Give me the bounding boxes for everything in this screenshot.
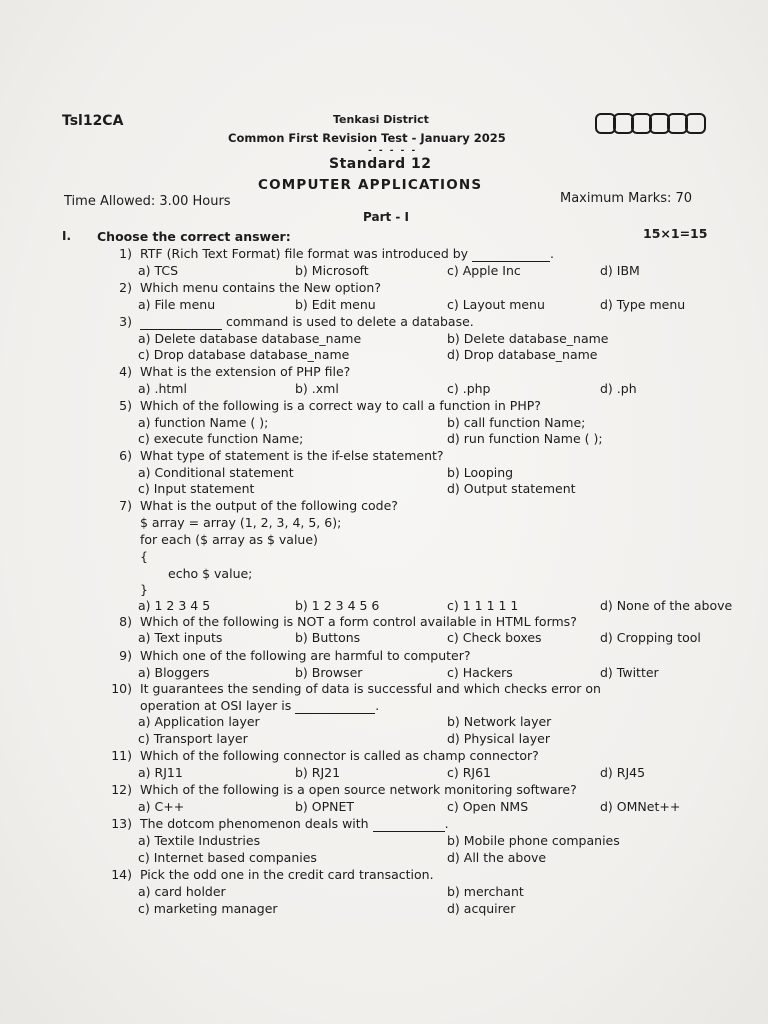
answer-option: a) Text inputs (138, 630, 223, 645)
question-text-span: Which of the following is NOT a form control available in HTML forms? (140, 614, 577, 629)
question-text-span: Which one of the following are harmful to computer? (140, 648, 471, 663)
answer-option: d) Twitter (600, 665, 659, 680)
answer-option: d) Drop database_name (447, 347, 598, 362)
answer-option: d) Output statement (447, 481, 576, 496)
answer-option: c) .php (447, 381, 491, 396)
question-text-span: Pick the odd one in the credit card transaction. (140, 867, 434, 882)
answer-blank (295, 698, 375, 714)
answer-option: d) OMNet++ (600, 799, 681, 814)
answer-option: d) Physical layer (447, 731, 550, 746)
answer-option: b) merchant (447, 884, 524, 899)
answer-option: b) Microsoft (295, 263, 369, 278)
question-text-span: operation at OSI layer is (140, 698, 296, 713)
answer-option: b) Browser (295, 665, 363, 680)
question-number: 7) (119, 498, 132, 513)
question-number: 11) (111, 748, 132, 763)
section-number: I. (62, 229, 72, 243)
question-text-span: Which of the following is a correct way to call a function in PHP? (140, 398, 541, 413)
code-line: } (140, 582, 148, 597)
answer-option: d) All the above (447, 850, 547, 865)
time-allowed: Time Allowed: 3.00 Hours (64, 194, 231, 209)
answer-option: d) acquirer (447, 901, 516, 916)
test-title: Common First Revision Test - January 2025 (228, 131, 506, 145)
answer-option: a) C++ (138, 799, 185, 814)
question-text-span: What is the extension of PHP file? (140, 364, 351, 379)
register-number-boxes (595, 113, 703, 134)
question-text (140, 816, 449, 832)
answer-option: c) Layout menu (447, 297, 545, 312)
answer-option: b) OPNET (295, 799, 355, 814)
answer-option: c) Hackers (447, 665, 513, 680)
answer-option: a) TCS (138, 263, 179, 278)
question-text-span: command is used to delete a database. (222, 314, 474, 329)
question-text (140, 748, 539, 763)
question-text (140, 681, 601, 696)
answer-option: a) Application layer (138, 714, 260, 729)
answer-option: d) Cropping tool (600, 630, 701, 645)
question-number: 6) (119, 448, 132, 463)
code-line: $ array = array (1, 2, 3, 4, 5, 6); (140, 515, 342, 530)
question-text-span: Which of the following is a open source network monitoring software? (140, 782, 577, 797)
question-number: 1) (119, 246, 132, 261)
question-number: 3) (119, 314, 132, 329)
title-divider: - - - - - (368, 146, 418, 156)
question-text (140, 246, 554, 262)
answer-option: a) Conditional statement (138, 465, 294, 480)
answer-option: b) Buttons (295, 630, 361, 645)
answer-option: d) Type menu (600, 297, 686, 312)
answer-option: b) Looping (447, 465, 514, 480)
answer-option: c) Open NMS (447, 799, 529, 814)
section-instruction: Choose the correct answer: (97, 229, 291, 244)
answer-option: a) Bloggers (138, 665, 210, 680)
question-number: 10) (111, 681, 132, 696)
question-text-span: The dotcom phenomenon deals with (140, 816, 369, 831)
subject-title: COMPUTER APPLICATIONS (258, 177, 483, 193)
question-suffix: . (550, 246, 555, 261)
answer-option: b) call function Name; (447, 415, 586, 430)
question-number: 12) (111, 782, 132, 797)
code-line: for each ($ array as $ value) (140, 532, 318, 547)
maximum-marks: Maximum Marks: 70 (560, 191, 693, 206)
answer-option: c) Apple Inc (447, 263, 521, 278)
question-text-span: It guarantees the sending of data is successful and which checks error on (140, 681, 601, 696)
question-text-span: RTF (Rich Text Format) file format was introduced by (140, 246, 469, 261)
question-suffix: . (375, 698, 380, 713)
question-text (140, 614, 577, 629)
answer-option: c) Drop database database_name (138, 347, 350, 362)
answer-option: c) 1 1 1 1 1 (447, 598, 519, 613)
question-text-span: Which menu contains the New option? (140, 280, 381, 295)
question-text-span: What is the output of the following code? (140, 498, 398, 513)
answer-blank (140, 314, 222, 330)
answer-option: c) Internet based companies (138, 850, 317, 865)
answer-option: b) .xml (295, 381, 339, 396)
question-text (140, 648, 471, 663)
answer-option: b) Edit menu (295, 297, 376, 312)
answer-option: d) IBM (600, 263, 640, 278)
question-number: 14) (111, 867, 132, 882)
answer-option: d) .ph (600, 381, 637, 396)
question-text (140, 867, 434, 882)
question-number: 9) (119, 648, 132, 663)
answer-option: b) Delete database_name (447, 331, 609, 346)
question-text (140, 398, 541, 413)
answer-option: b) Network layer (447, 714, 552, 729)
answer-option: a) File menu (138, 297, 216, 312)
answer-option: c) Transport layer (138, 731, 248, 746)
question-suffix: . (444, 816, 449, 831)
answer-option: c) marketing manager (138, 901, 278, 916)
question-text-span: Which of the following connector is called as champ connector? (140, 748, 539, 763)
question-text-line2 (140, 698, 379, 714)
answer-option: c) Check boxes (447, 630, 542, 645)
answer-option: c) RJ61 (447, 765, 492, 780)
question-text-span: What type of statement is the if-else statement? (140, 448, 444, 463)
register-box (685, 113, 706, 134)
answer-option: a) Textile Industries (138, 833, 261, 848)
part-heading: Part - I (363, 210, 410, 224)
answer-option: a) function Name ( ); (138, 415, 269, 430)
code-line: echo $ value; (168, 566, 253, 581)
question-text (140, 314, 474, 330)
question-number: 13) (111, 816, 132, 831)
answer-option: c) Input statement (138, 481, 255, 496)
answer-option: a) card holder (138, 884, 226, 899)
district-name: Tenkasi District (333, 113, 429, 126)
answer-option: b) Mobile phone companies (447, 833, 620, 848)
answer-option: b) RJ21 (295, 765, 341, 780)
answer-blank (373, 816, 445, 832)
answer-option: d) None of the above (600, 598, 733, 613)
code-line: { (140, 549, 148, 564)
answer-option: a) 1 2 3 4 5 (138, 598, 211, 613)
answer-option: a) .html (138, 381, 187, 396)
paper-code: Tsl12CA (62, 113, 124, 129)
answer-option: d) RJ45 (600, 765, 646, 780)
answer-option: a) Delete database database_name (138, 331, 362, 346)
section-score: 15×1=15 (643, 226, 708, 241)
question-text (140, 364, 350, 379)
question-number: 2) (119, 280, 132, 295)
answer-blank (472, 246, 550, 262)
question-text (140, 448, 444, 463)
question-text (140, 280, 381, 295)
answer-option: c) execute function Name; (138, 431, 304, 446)
standard-label: Standard 12 (329, 156, 432, 172)
answer-option: a) RJ11 (138, 765, 183, 780)
answer-option: d) run function Name ( ); (447, 431, 603, 446)
question-text (140, 498, 398, 513)
question-number: 8) (119, 614, 132, 629)
question-number: 5) (119, 398, 132, 413)
question-number: 4) (119, 364, 132, 379)
question-text (140, 782, 577, 797)
answer-option: b) 1 2 3 4 5 6 (295, 598, 380, 613)
